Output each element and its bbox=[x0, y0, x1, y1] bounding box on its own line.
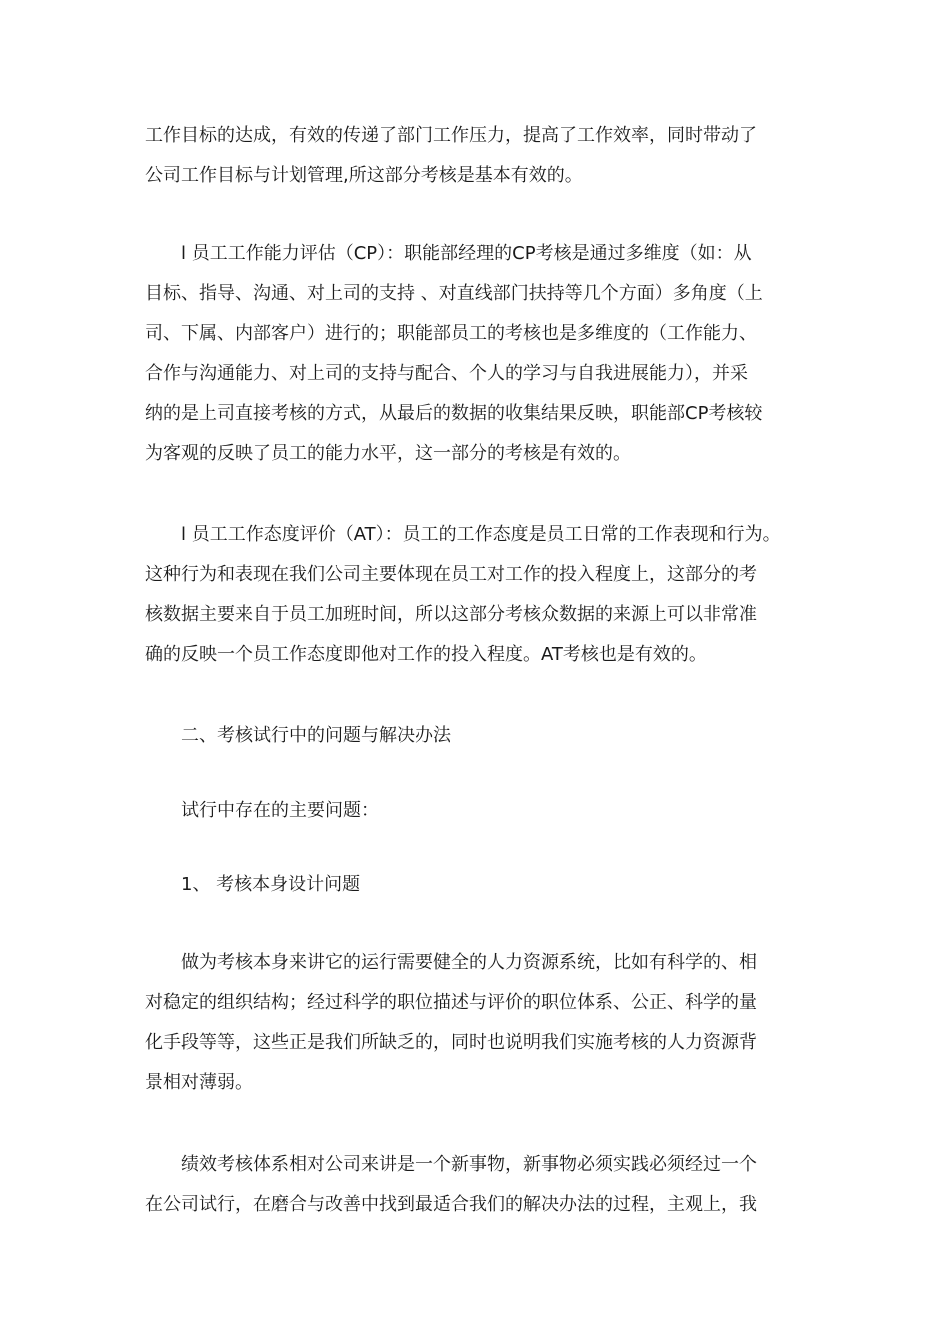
text-line: 确的反映一个员工作态度即他对工作的投入程度。AT考核也是有效的。 bbox=[145, 644, 707, 665]
list-item-title: 1、 考核本身设计问题 bbox=[181, 874, 361, 895]
text-line: l 员工工作态度评价（AT）：员工的工作态度是员工日常的工作表现和行为。 bbox=[181, 524, 781, 545]
text-line: 司、下属、内部客户）进行的；职能部员工的考核也是多维度的（工作能力、 bbox=[145, 323, 757, 344]
text-line: l 员工工作能力评估（CP）：职能部经理的CP考核是通过多维度（如：从 bbox=[181, 243, 752, 264]
text-line: 工作目标的达成，有效的传递了部门工作压力，提高了工作效率，同时带动了 bbox=[145, 125, 757, 146]
text-line: 合作与沟通能力、对上司的支持与配合、个人的学习与自我进展能力），并采 bbox=[145, 363, 748, 384]
text-line: 绩效考核体系相对公司来讲是一个新事物，新事物必须实践必须经过一个 bbox=[181, 1154, 757, 1175]
paragraph-at-evaluation bbox=[145, 515, 815, 675]
text-line: 纳的是上司直接考核的方式，从最后的数据的收集结果反映，职能部CP考核较 bbox=[145, 403, 763, 424]
paragraph-cp-evaluation bbox=[145, 234, 815, 474]
paragraph-main-problems bbox=[145, 791, 815, 831]
text-line: 化手段等等，这些正是我们所缺乏的，同时也说明我们实施考核的人力资源背 bbox=[145, 1032, 757, 1053]
text-line: 在公司试行，在磨合与改善中找到最适合我们的解决办法的过程，主观上，我 bbox=[145, 1194, 757, 1215]
text-line: 目标、指导、沟通、对上司的支持 、对直线部门扶持等几个方面）多角度（上 bbox=[145, 283, 763, 304]
section-heading bbox=[145, 716, 815, 756]
list-item-design-issue bbox=[145, 865, 815, 905]
paragraph-hr-system bbox=[145, 943, 815, 1103]
text-line: 这种行为和表现在我们公司主要体现在员工对工作的投入程度上，这部分的考 bbox=[145, 564, 757, 585]
paragraph-new-system bbox=[145, 1145, 815, 1225]
text-line: 试行中存在的主要问题： bbox=[181, 800, 379, 821]
text-line: 对稳定的组织结构；经过科学的职位描述与评价的职位体系、公正、科学的量 bbox=[145, 992, 757, 1013]
paragraph-goal-summary bbox=[145, 116, 815, 196]
text-line: 核数据主要来自于员工加班时间，所以这部分考核众数据的来源上可以非常准 bbox=[145, 604, 757, 625]
text-line: 公司工作目标与计划管理,所这部分考核是基本有效的。 bbox=[145, 165, 583, 186]
section-title: 二、考核试行中的问题与解决办法 bbox=[181, 725, 451, 746]
text-line: 景相对薄弱。 bbox=[145, 1072, 253, 1093]
text-line: 为客观的反映了员工的能力水平，这一部分的考核是有效的。 bbox=[145, 443, 631, 464]
text-line: 做为考核本身来讲它的运行需要健全的人力资源系统，比如有科学的、相 bbox=[181, 952, 757, 973]
